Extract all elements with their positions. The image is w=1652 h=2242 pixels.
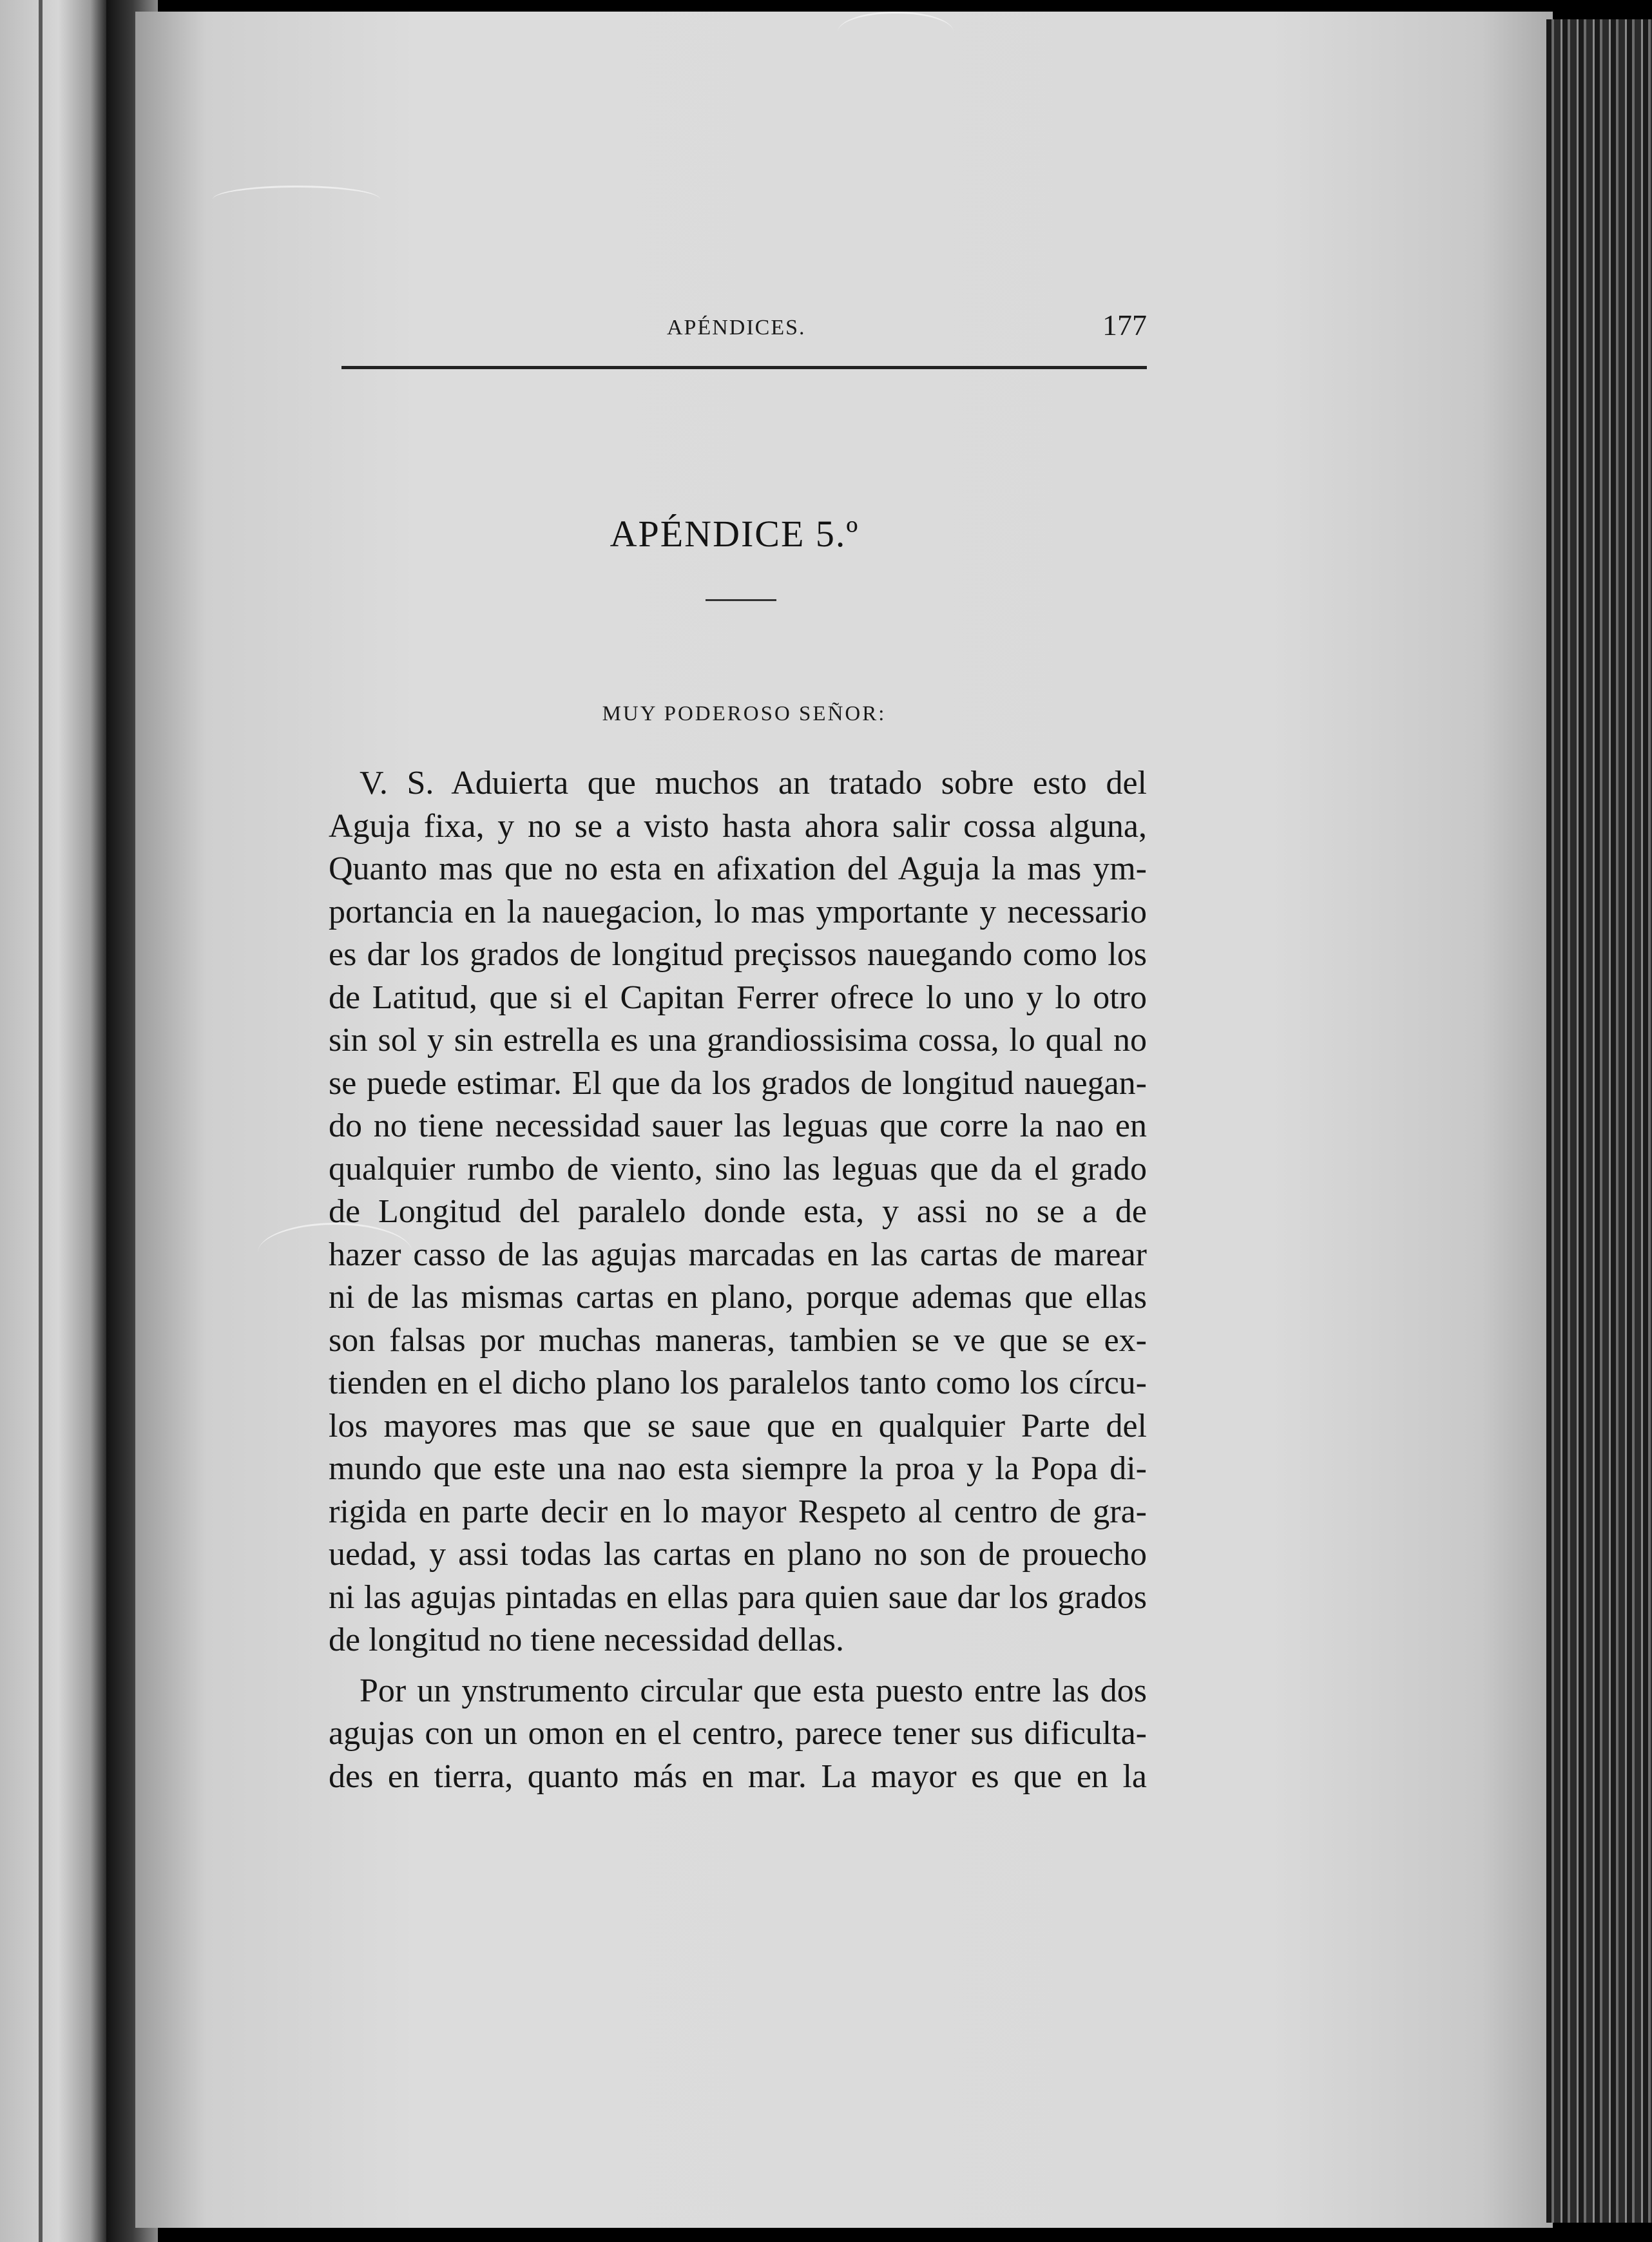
body-text <box>329 762 1147 1798</box>
text-line: mundo que este una nao esta siempre la proa y la Popa di- <box>329 1450 1147 1487</box>
text-line: agujas con un omon en el centro, parece tener sus dificulta- <box>329 1715 1147 1752</box>
text-line: sin sol y sin estrella es una grandiossisima cossa, lo qual no <box>329 1022 1147 1059</box>
page-number: 177 <box>1102 309 1147 341</box>
paragraph <box>329 762 1147 1662</box>
text-line: des en tierra, quanto más en mar. La mayor es que en la <box>329 1758 1147 1795</box>
scan-scratch <box>838 12 954 52</box>
paragraph <box>329 1670 1147 1799</box>
scan-scratch <box>213 186 380 213</box>
text-line: de Latitud, que si el Capitan Ferrer ofrece lo uno y lo otro <box>329 979 1147 1016</box>
text-line: Aguja fixa, y no se a visto hasta ahora salir cossa alguna, <box>329 807 1147 845</box>
text-line: Quanto mas que no esta en afixation del Aguja la mas ym- <box>329 850 1147 887</box>
text-line: se puede estimar. El que da los grados de longitud nauegan- <box>329 1064 1147 1102</box>
text-line: es dar los grados de longitud preçissos nauegando como los <box>329 936 1147 973</box>
text-line: los mayores mas que se saue que en qualquier Parte del <box>329 1407 1147 1444</box>
title-rule <box>706 599 776 601</box>
text-line: ni de las mismas cartas en plano, porque ademas que ellas <box>329 1279 1147 1316</box>
salutation: MUY PODEROSO SEÑOR: <box>602 702 887 725</box>
page-edges <box>1546 19 1652 2223</box>
text-line: de longitud no tiene necessidad dellas. <box>329 1622 845 1658</box>
running-header <box>341 308 1147 369</box>
text-line: hazer casso de las agujas marcadas en las cartas de marear <box>329 1236 1147 1273</box>
text-line: do no tiene necessidad sauer las leguas que corre la nao en <box>329 1107 1147 1144</box>
running-title: APÉNDICES. <box>667 316 806 340</box>
text-line: uedad, y assi todas las cartas en plano no son de prouecho <box>329 1536 1147 1573</box>
text-line: tienden en el dicho plano los paralelos tanto como los círcu- <box>329 1365 1147 1401</box>
text-line: ni las agujas pintadas en ellas para quien saue dar los grados <box>329 1578 1147 1616</box>
text-line: de Longitud del paralelo donde esta, y assi no se a de <box>329 1193 1147 1230</box>
previous-page-edge <box>0 0 106 2242</box>
text-line: V. S. Aduierta que muchos an tratado sobre esto del <box>360 765 1147 801</box>
text-line: portancia en la nauegacion, lo mas ymportante y necessario <box>329 893 1147 930</box>
text-line: Por un ynstrumento circular que esta puesto entre las dos <box>360 1672 1147 1709</box>
text-line: son falsas por muchas maneras, tambien se ve que se ex- <box>329 1321 1147 1359</box>
text-line: qualquier rumbo de viento, sino las leguas que da el grado <box>329 1150 1147 1187</box>
text-line: rigida en parte decir en lo mayor Respeto al centro de gra- <box>329 1493 1147 1530</box>
chapter-title: APÉNDICE 5.º <box>610 513 860 555</box>
